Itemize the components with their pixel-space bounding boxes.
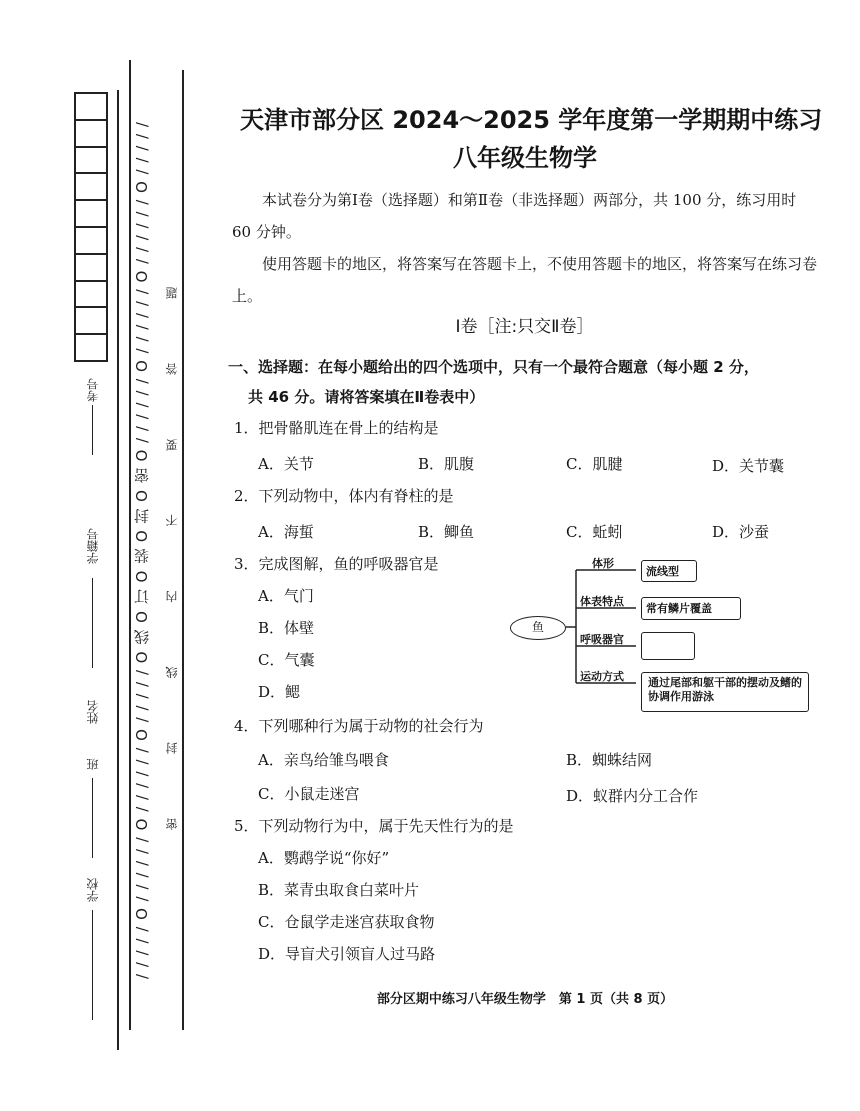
margin-line-right — [182, 70, 184, 1030]
school-label: 学校 — [86, 878, 100, 902]
grid-cell — [76, 148, 106, 175]
grid-cell — [76, 282, 106, 309]
q1-option-d: D．关节囊 — [712, 457, 785, 475]
school-underline — [92, 910, 93, 1020]
q3-option-c: C．气囊 — [258, 651, 315, 669]
grid-cell — [76, 94, 106, 121]
intro-text-2: 使用答题卡的地区，将答案写在答题卡上，不使用答题卡的地区，将答案写在练习卷上。 — [232, 255, 818, 305]
diagram-label-shape: 体形 — [592, 557, 614, 570]
diagram-label-movement: 运动方式 — [580, 670, 624, 683]
grid-cell — [76, 201, 106, 228]
exam-no-label: 考号 — [86, 378, 100, 402]
intro-paragraph-2 — [232, 248, 817, 312]
grid-cell — [76, 255, 106, 282]
diagram-label-surface: 体表特点 — [580, 595, 624, 608]
q5-option-d: D．导盲犬引领盲人过马路 — [258, 945, 436, 963]
intro-paragraph-1 — [232, 184, 817, 248]
question-2: 2．下列动物中，体内有脊柱的是 — [234, 487, 454, 505]
diagram-box-movement: 通过尾部和躯干部的摆动及鳍的协调作用游泳 — [641, 672, 809, 712]
q2-option-d: D．沙蚕 — [712, 523, 770, 541]
part-heading: Ⅰ卷［注:只交Ⅱ卷］ — [455, 317, 594, 337]
section-line-2: 共 46 分。请将答案填在Ⅱ卷表中） — [248, 388, 485, 406]
q4-option-b: B．蜘蛛结网 — [566, 751, 653, 769]
grid-cell — [76, 174, 106, 201]
question-4: 4．下列哪种行为属于动物的社会行为 — [234, 717, 484, 735]
q5-option-a: A．鹦鹉学说“你好” — [258, 849, 390, 867]
q4-option-a: A．亲鸟给雏鸟喂食 — [258, 751, 389, 769]
class-label: 班 — [86, 758, 100, 770]
exam-no-underline — [92, 405, 93, 455]
subject-title: 八年级生物学 — [453, 144, 597, 172]
q4-option-d: D．蚁群内分工合作 — [566, 787, 699, 805]
q1-option-b: B．肌腹 — [418, 455, 475, 473]
class-underline — [92, 778, 93, 858]
section-line-1: 一、选择题：在每小题给出的四个选项中，只有一个最符合题意（每小题 2 分， — [228, 358, 759, 376]
exam-title: 天津市部分区 2024～2025 学年度第一学期期中练习 — [240, 106, 823, 134]
exam-number-grid — [74, 92, 108, 362]
q3-option-b: B．体壁 — [258, 619, 315, 637]
q1-option-a: A．关节 — [258, 455, 314, 473]
grid-cell — [76, 228, 106, 255]
student-id-underline — [92, 578, 93, 668]
q2-option-c: C．蚯蚓 — [566, 523, 623, 541]
grid-cell — [76, 308, 106, 335]
question-1: 1．把骨骼肌连在骨上的结构是 — [234, 419, 439, 437]
q1-option-c: C．肌腱 — [566, 455, 623, 473]
page-footer: 部分区期中练习八年级生物学 第 1 页（共 8 页） — [376, 992, 674, 1007]
grid-cell — [76, 335, 106, 362]
student-id-label: 学籍号 — [86, 528, 100, 564]
q5-option-b: B．菜青虫取食白菜叶片 — [258, 881, 420, 899]
diagram-label-respiration: 呼吸器官 — [580, 633, 624, 646]
q3-option-d: D．鳃 — [258, 683, 301, 701]
diagram-box-shape: 流线型 — [641, 560, 697, 582]
diagram-box-respiration-blank — [641, 632, 695, 660]
q2-option-a: A．海蜇 — [258, 523, 314, 541]
question-5: 5．下列动物行为中，属于先天性行为的是 — [234, 817, 514, 835]
q5-option-c: C．仓鼠学走迷宫获取食物 — [258, 913, 435, 931]
intro-text-1: 本试卷分为第Ⅰ卷（选择题）和第Ⅱ卷（非选择题）两部分，共 100 分，练习用时 60 分钟。 — [232, 191, 797, 241]
q4-option-c: C．小鼠走迷宫 — [258, 785, 360, 803]
q2-option-b: B．鲫鱼 — [418, 523, 475, 541]
seal-cut-line: / / / / / O / / / / / / O / / / / / / O / / / / / O 线 O 订 O 装 O 封 O 密 O / / / / / / O / / / / / / O / / / / / / O / / / / / — [133, 121, 151, 979]
seal-warning-text: 密 封 线 内 不 要 答 题 — [165, 257, 179, 830]
diagram-center-fish: 鱼 — [510, 616, 566, 640]
question-3: 3．完成图解，鱼的呼吸器官是 — [234, 555, 439, 573]
name-label: 姓名 — [86, 700, 100, 724]
q3-option-a: A．气门 — [258, 587, 314, 605]
diagram-box-surface: 常有鳞片覆盖 — [641, 597, 741, 620]
margin-line-left — [117, 90, 119, 1050]
section-instructions — [228, 352, 818, 412]
grid-cell — [76, 121, 106, 148]
